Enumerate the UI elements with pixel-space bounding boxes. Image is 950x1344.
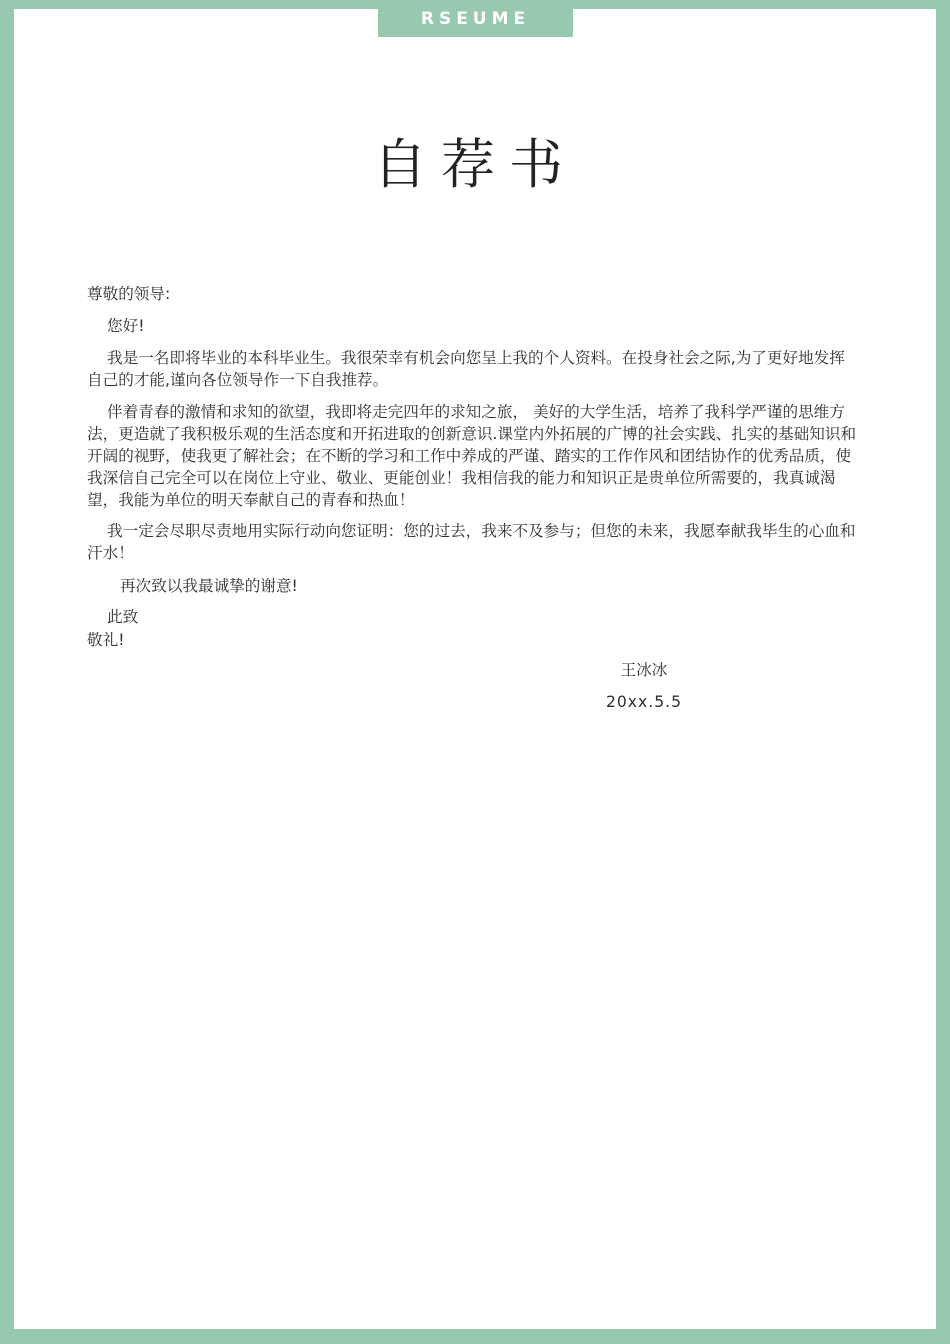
- closing-line-1: 此致: [107, 608, 139, 626]
- paragraph-experience: 伴着青春的激情和求知的欲望，我即将走完四年的求知之旅， 美好的大学生活，培养了我科学严谨的思维方法，更造就了我积极乐观的生活态度和开拓进取的创新意识.课堂内外拓展的广博的社会实践、扎实的基础知识和开阔的视野，使我更了解社会；在不断的学习和工作中养成的严谨、踏实的工作作风和团结协作的优秀品质，使我深信自己完全可以在岗位上守业、敬业、更能创业！我相信我的能力和知识正是贵单位所需要的，我真诚渴望，我能为单位的明天奉献自己的青春和热血！: [87, 403, 857, 509]
- paragraph-commitment: 我一定会尽职尽责地用实际行动向您证明：您的过去，我来不及参与；但您的未来，我愿奉献我毕生的心血和汗水！: [87, 522, 856, 562]
- thanks-line: 再次致以我最诚挚的谢意!: [120, 577, 298, 595]
- paragraph-intro: 我是一名即将毕业的本科毕业生。我很荣幸有机会向您呈上我的个人资料。在投身社会之际,为了更好地发挥自己的才能,谨向各位领导作一下自我推荐。: [87, 349, 845, 389]
- signature-name: 王冰冰: [620, 661, 668, 679]
- signature-date: 20xx.5.5: [605, 693, 683, 711]
- closing-line-2: 敬礼!: [87, 631, 125, 649]
- greeting: 您好!: [107, 317, 145, 335]
- salutation: 尊敬的领导:: [87, 285, 171, 303]
- header-tab: RSEUME: [378, 0, 573, 37]
- document-title: 自荐书: [373, 133, 577, 196]
